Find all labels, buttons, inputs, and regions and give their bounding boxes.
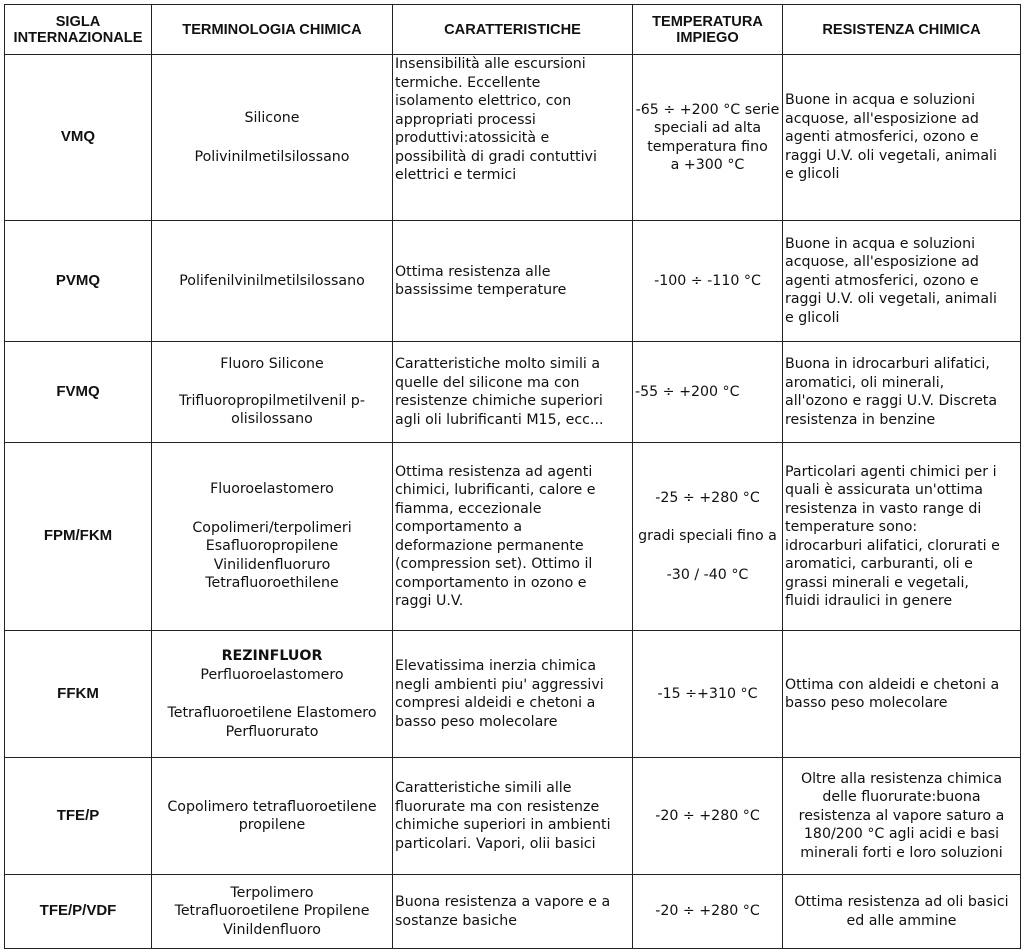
table-row-pvmq xyxy=(5,221,1021,342)
temp-cell: -20 ÷ +280 °C xyxy=(633,758,783,875)
sigla-cell: FFKM xyxy=(5,631,152,758)
res-cell: Oltre alla resistenza chimica delle fluorurate:buona resistenza al vapore saturo a 180/200 °C agli acidi e basi minerali forti e loro soluzioni xyxy=(783,758,1021,875)
res-cell: Buona in idrocarburi alifatici, aromatici, oli minerali, all'ozono e raggi U.V. Discreta resistenza in benzine xyxy=(783,342,1021,443)
term-cell: Fluoro Silicone Trifluoropropilmetilvenil p- olisilossano xyxy=(152,342,393,443)
car-cell: Caratteristiche molto simili a quelle del silicone ma con resistenze chimiche superiori agli oli lubrificanti M15, ecc... xyxy=(393,342,633,443)
table-row-tfe-p-vdf xyxy=(5,875,1021,949)
car-cell: Insensibilità alle escursioni termiche. Eccellente isolamento elettrico, con appropriati processi produttivi:atossicità e possibilità di gradi contuttivi elettrici e termici xyxy=(393,55,633,221)
temp-cell: -20 ÷ +280 °C xyxy=(633,875,783,949)
term-cell: Fluoroelastomero Copolimeri/terpolimeri Esafluoropropilene Vinilidenfluoruro Tetrafluoroethilene xyxy=(152,443,393,631)
header-caratteristiche: CARATTERISTICHE xyxy=(393,5,633,55)
table-row-ffkm xyxy=(5,631,1021,758)
term-cell: Silicone Polivinilmetilsilossano xyxy=(152,55,393,221)
car-cell: Elevatissima inerzia chimica negli ambienti piu' aggressivi compresi aldeidi e chetoni a basso peso molecolare xyxy=(393,631,633,758)
header-sigla: SIGLA INTERNAZIONALE xyxy=(5,5,152,55)
temp-cell: -25 ÷ +280 °C gradi speciali fino a -30 / -40 °C xyxy=(633,443,783,631)
sigla-cell: FPM/FKM xyxy=(5,443,152,631)
term-cell: Terpolimero Tetrafluoroetilene Propilene Vinildenfluoro xyxy=(152,875,393,949)
sigla-cell: VMQ xyxy=(5,55,152,221)
res-cell: Ottima resistenza ad oli basici ed alle ammine xyxy=(783,875,1021,949)
chemical-resistance-table xyxy=(4,4,1021,949)
table-row-vmq xyxy=(5,55,1021,221)
term-cell: Polifenilvinilmetilsilossano xyxy=(152,221,393,342)
res-cell: Buone in acqua e soluzioni acquose, all'esposizione ad agenti atmosferici, ozono e raggi U.V. oli vegetali, animali e glicoli xyxy=(783,55,1021,221)
temp-cell: -15 ÷+310 °C xyxy=(633,631,783,758)
car-cell: Ottima resistenza ad agenti chimici, lubrificanti, calore e fiamma, eccezionale comportamento a deformazione permanente (compression set). Ottimo il comportamento in ozono e raggi U.V. xyxy=(393,443,633,631)
sigla-cell: TFE/P/VDF xyxy=(5,875,152,949)
car-cell: Ottima resistenza alle bassissime temperature xyxy=(393,221,633,342)
term-cell: REZINFLUOR Perfluoroelastomero Tetrafluoroetilene Elastomero Perfluorurato xyxy=(152,631,393,758)
temp-cell: -55 ÷ +200 °C xyxy=(633,342,783,443)
header-resistenza: RESISTENZA CHIMICA xyxy=(783,5,1021,55)
car-cell: Buona resistenza a vapore e a sostanze basiche xyxy=(393,875,633,949)
car-cell: Caratteristiche simili alle fluorurate ma con resistenze chimiche superiori in ambienti particolari. Vapori, olii basici xyxy=(393,758,633,875)
header-row xyxy=(5,5,1021,55)
table-row-fvmq xyxy=(5,342,1021,443)
header-temperatura: TEMPERATURA IMPIEGO xyxy=(633,5,783,55)
temp-cell: -100 ÷ -110 °C xyxy=(633,221,783,342)
header-terminologia: TERMINOLOGIA CHIMICA xyxy=(152,5,393,55)
sigla-cell: TFE/P xyxy=(5,758,152,875)
res-cell: Ottima con aldeidi e chetoni a basso peso molecolare xyxy=(783,631,1021,758)
table-row-fpm-fkm xyxy=(5,443,1021,631)
res-cell: Particolari agenti chimici per i quali è assicurata un'ottima resistenza in vasto range di temperature sono: idrocarburi alifatici, clorurati e aromatici, carburanti, oli e grassi minerali e vegetali, fluidi idraulici in genere xyxy=(783,443,1021,631)
temp-cell: -65 ÷ +200 °C serie speciali ad alta temperatura fino a +300 °C xyxy=(633,55,783,221)
table-row-tfe-p xyxy=(5,758,1021,875)
term-cell: Copolimero tetrafluoroetilene propilene xyxy=(152,758,393,875)
res-cell: Buone in acqua e soluzioni acquose, all'esposizione ad agenti atmosferici, ozono e raggi U.V. oli vegetali, animali e glicoli xyxy=(783,221,1021,342)
sigla-cell: FVMQ xyxy=(5,342,152,443)
sigla-cell: PVMQ xyxy=(5,221,152,342)
